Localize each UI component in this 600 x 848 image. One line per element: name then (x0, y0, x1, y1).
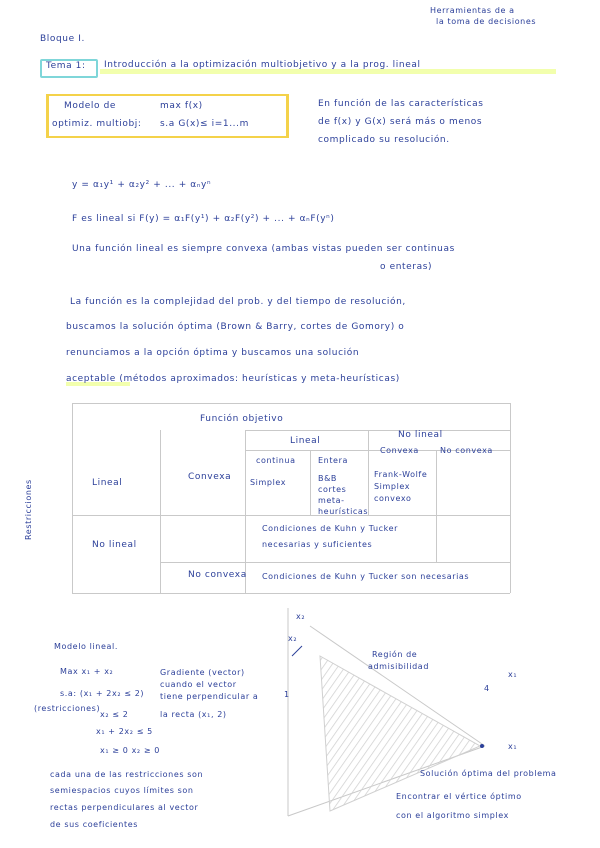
example-line-6: x₁ ≥ 0 x₂ ≥ 0 (100, 746, 160, 755)
table-cell-bb-3: meta- (318, 496, 345, 505)
example-note-bottom-3: rectas perpendiculares al vector (50, 803, 199, 812)
graph-corner-2: x₁ (508, 670, 518, 679)
optimal-vertex (480, 744, 484, 748)
example-line-1: Max x₁ + x₂ (60, 667, 114, 676)
example-title: Modelo lineal. (54, 642, 118, 651)
topic-tag: Tema 1: (46, 61, 86, 71)
table-line (310, 450, 311, 515)
model-note-3: complicado su resolución. (318, 135, 450, 145)
block-title: Bloque I. (40, 34, 85, 44)
table-line (160, 562, 510, 563)
graph-y-label: x₂ (296, 612, 306, 621)
table-row-convexa: Convexa (188, 472, 232, 482)
table-cell-kuhn-2: necesarias y suficientes (262, 540, 373, 549)
table-header-no-lineal: No lineal (398, 430, 443, 440)
linear-note-2: o enteras) (380, 262, 433, 272)
model-note-1: En función de las características (318, 99, 484, 109)
graph-note-3: con el algoritmo simplex (396, 811, 509, 820)
table-header-top: Función objetivo (200, 414, 284, 424)
example-line-4: x₂ ≤ 2 (100, 710, 129, 719)
table-line (72, 403, 510, 404)
table-sub-continua: continua (256, 456, 296, 465)
table-line (245, 430, 246, 593)
equation-y: y = α₁y¹ + α₂y² + ... + αₙyⁿ (72, 180, 212, 190)
example-line-3: (restricciones) (34, 704, 101, 713)
graph-note-2: Encontrar el vértice óptimo (396, 792, 522, 801)
table-line (72, 515, 510, 516)
table-line (72, 403, 73, 593)
table-cell-frank-2: Simplex (374, 482, 411, 491)
table-line (368, 430, 369, 515)
table-cell-frank-1: Frank-Wolfe (374, 470, 428, 479)
top-note-line-2: la toma de decisiones (436, 17, 537, 26)
table-cell-kuhn-1: Condiciones de Kuhn y Tucker (262, 524, 398, 533)
paragraph-line-3: renunciamos a la opción óptima y buscamos una solución (66, 348, 360, 358)
model-right-1: max f(x) (160, 101, 203, 111)
graph-note-1: Solución óptima del problema (420, 769, 557, 778)
example-note-right-4: la recta (x₁, 2) (160, 710, 227, 719)
paragraph-line-4: aceptable (métodos aproximados: heurísticas y meta-heurísticas) (66, 374, 400, 384)
table-line (72, 593, 510, 594)
linear-note-1: Una función lineal es siempre convexa (ambas vistas pueden ser continuas (72, 244, 455, 254)
gradient-arrow (292, 646, 302, 656)
graph-corner-3: 4 (484, 684, 490, 693)
table-cell-bb-4: heurísticas (318, 507, 369, 516)
example-note-right-1: Gradiente (vector) (160, 668, 245, 677)
model-left-2: optimiz. multiobj: (52, 119, 142, 129)
table-cell-kuhn-3: Condiciones de Kuhn y Tucker son necesarias (262, 572, 470, 581)
top-note-line-1: Herramientas de a (430, 6, 515, 15)
feasible-region (320, 656, 480, 811)
table-row-no-lineal: No lineal (92, 540, 137, 550)
table-line (160, 430, 161, 593)
equation-f: F es lineal si F(y) = α₁F(y¹) + α₂F(y²) + ... + αₙF(yⁿ) (72, 214, 335, 224)
example-line-5: x₁ + 2x₂ ≤ 5 (96, 727, 153, 736)
example-note-right-3: tiene perpendicular a (160, 692, 259, 701)
table-row-lineal: Lineal (92, 478, 123, 488)
graph-region-label-2: admisibilidad (368, 662, 429, 671)
table-sub-entera: Entera (318, 456, 348, 465)
example-note-bottom-2: semiespacios cuyos límites son (50, 786, 194, 795)
example-note-bottom-1: cada una de las restricciones son (50, 770, 204, 779)
graph-x-label: x₁ (508, 742, 518, 751)
topic-title: Introducción a la optimización multiobjetivo y a la prog. lineal (104, 60, 421, 70)
graph-corner-4: 1 (284, 690, 290, 699)
table-row-no-convexa: No convexa (188, 570, 247, 580)
table-row-group-label: Restricciones (24, 479, 33, 540)
example-line-2: s.a: (x₁ + 2x₂ ≤ 2) (60, 689, 145, 698)
model-right-2: s.a G(x)≤ i=1...m (160, 119, 249, 129)
model-left-1: Modelo de (64, 101, 117, 111)
paragraph-line-2: buscamos la solución óptima (Brown & Barry, cortes de Gomory) o (66, 322, 405, 332)
model-note-2: de f(x) y G(x) será más o menos (318, 117, 483, 127)
paragraph-line-1: La función es la complejidad del prob. y del tiempo de resolución, (70, 297, 406, 307)
graph-corner-1: x₂ (288, 634, 298, 643)
table-line (436, 450, 437, 562)
table-line (510, 403, 511, 593)
graph-region-label-1: Región de (372, 650, 418, 659)
table-sub-convexa: Convexa (380, 446, 419, 455)
table-cell-frank-3: convexo (374, 494, 412, 503)
example-note-right-2: cuando el vector (160, 680, 237, 689)
table-sub-no-convexa: No convexa (440, 446, 493, 455)
example-note-bottom-4: de sus coeficientes (50, 820, 138, 829)
table-line (245, 430, 510, 431)
table-cell-bb-2: cortes (318, 485, 347, 494)
table-header-lineal: Lineal (290, 436, 321, 446)
table-cell-bb-1: B&B (318, 474, 338, 483)
table-cell-simplex: Simplex (250, 478, 287, 487)
